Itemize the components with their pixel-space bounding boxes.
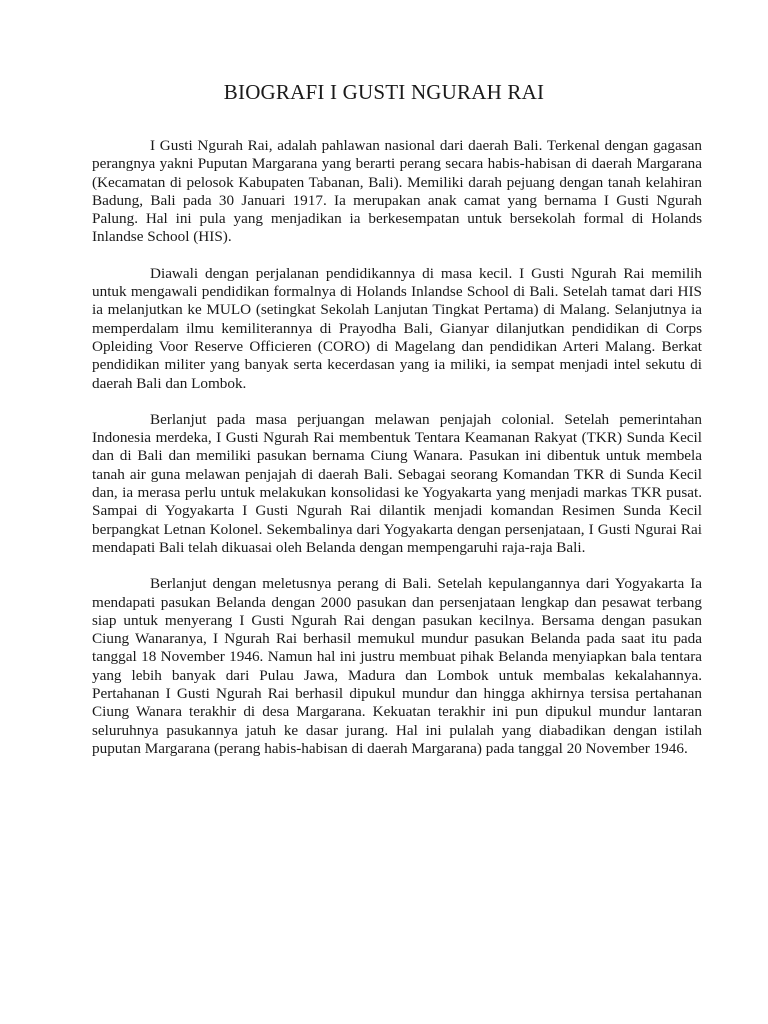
document-title: BIOGRAFI I GUSTI NGURAH RAI [223, 80, 545, 104]
paragraph-3: Berlanjut pada masa perjuangan melawan penjajah colonial. Setelah pemerintahan Indonesia merdeka, I Gusti Ngurah Rai membentuk Tentara Keamanan Rakyat (TKR) Sunda Kecil dan di Bali dan memiliki pasukan bernama Ciung Wanara. Pasukan ini dibentuk untuk membela tanah air guna melawan penjajah di daerah Bali. Sebagai seorang Komandan TKR di Sunda Kecil dan, ia merasa perlu untuk melakukan konsolidasi ke Yogyakarta yang menjadi markas TKR pusat. Sampai di Yogyakarta I Gusti Ngurah Rai dilantik menjadi komandan Resimen Sunda Kecil berpangkat Letnan Kolonel. Sekembalinya dari Yogyakarta dengan persenjataan, I Gusti Ngurai Rai mendapati Bali telah dikuasai oleh Belanda dengan mempengaruhi raja-raja Bali. [92, 410, 702, 556]
paragraph-4: Berlanjut dengan meletusnya perang di Bali. Setelah kepulangannya dari Yogyakarta Ia mendapati pasukan Belanda dengan 2000 pasukan dan persenjataan lengkap dan pesawat terbang siap untuk menyerang I Gusti Ngurah Rai dengan pasukan kecilnya. Bersama dengan pasukan Ciung Wanaranya, I Ngurah Rai berhasil memukul mundur pasukan Belanda pada saat itu pada tanggal 18 November 1946. Namun hal ini justru membuat pihak Belanda menyiapkan bala tentara yang lebih banyak dari Pulau Jawa, Madura dan Lombok untuk membalas kekalahannya. Pertahanan I Gusti Ngurah Rai berhasil dipukul mundur dan hingga akhirnya tersisa pertahanan Ciung Wanara terakhir di desa Margarana. Kekuatan terakhir ini pun dipukul mundur lantaran seluruhnya pasukannya jatuh ke dasar jurang. Hal ini pulalah yang diabadikan dengan istilah puputan Margarana (perang habis-habisan di daerah Margarana) pada tanggal 20 November 1946. [92, 575, 702, 757]
document-body [92, 137, 702, 776]
paragraph-2: Diawali dengan perjalanan pendidikannya di masa kecil. I Gusti Ngurah Rai memilih untuk mengawali pendidikan formalnya di Holands Inlandse School di Bali. Setelah tamat dari HIS ia melanjutkan ke MULO (setingkat Sekolah Lanjutan Tingkat Pertama) di Malang. Selanjutnya ia memperdalam ilmu kemiliterannya di Prayodha Bali, Gianyar dilanjutkan pendidikan di Corps Opleiding Voor Reserve Officieren (CORO) di Magelang dan pendidikan Arteri Malang. Berkat pendidikan militer yang banyak serta kecerdasan yang ia miliki, ia sempat menjadi intel sekutu di daerah Bali dan Lombok. [92, 264, 702, 392]
paragraph-1: I Gusti Ngurah Rai, adalah pahlawan nasional dari daerah Bali. Terkenal dengan gagasan perangnya yakni Puputan Margarana yang berarti perang secara habis-habisan di daerah Margarana (Kecamatan di pelosok Kabupaten Tabanan, Bali). Memiliki darah pejuang dengan tanah kelahiran Badung, Bali pada 30 Januari 1917. Ia merupakan anak camat yang bernama I Gusti Ngurah Palung. Hal ini pula yang menjadikan ia berkesempatan untuk bersekolah formal di Holands Inlandse School (HIS). [92, 137, 702, 246]
